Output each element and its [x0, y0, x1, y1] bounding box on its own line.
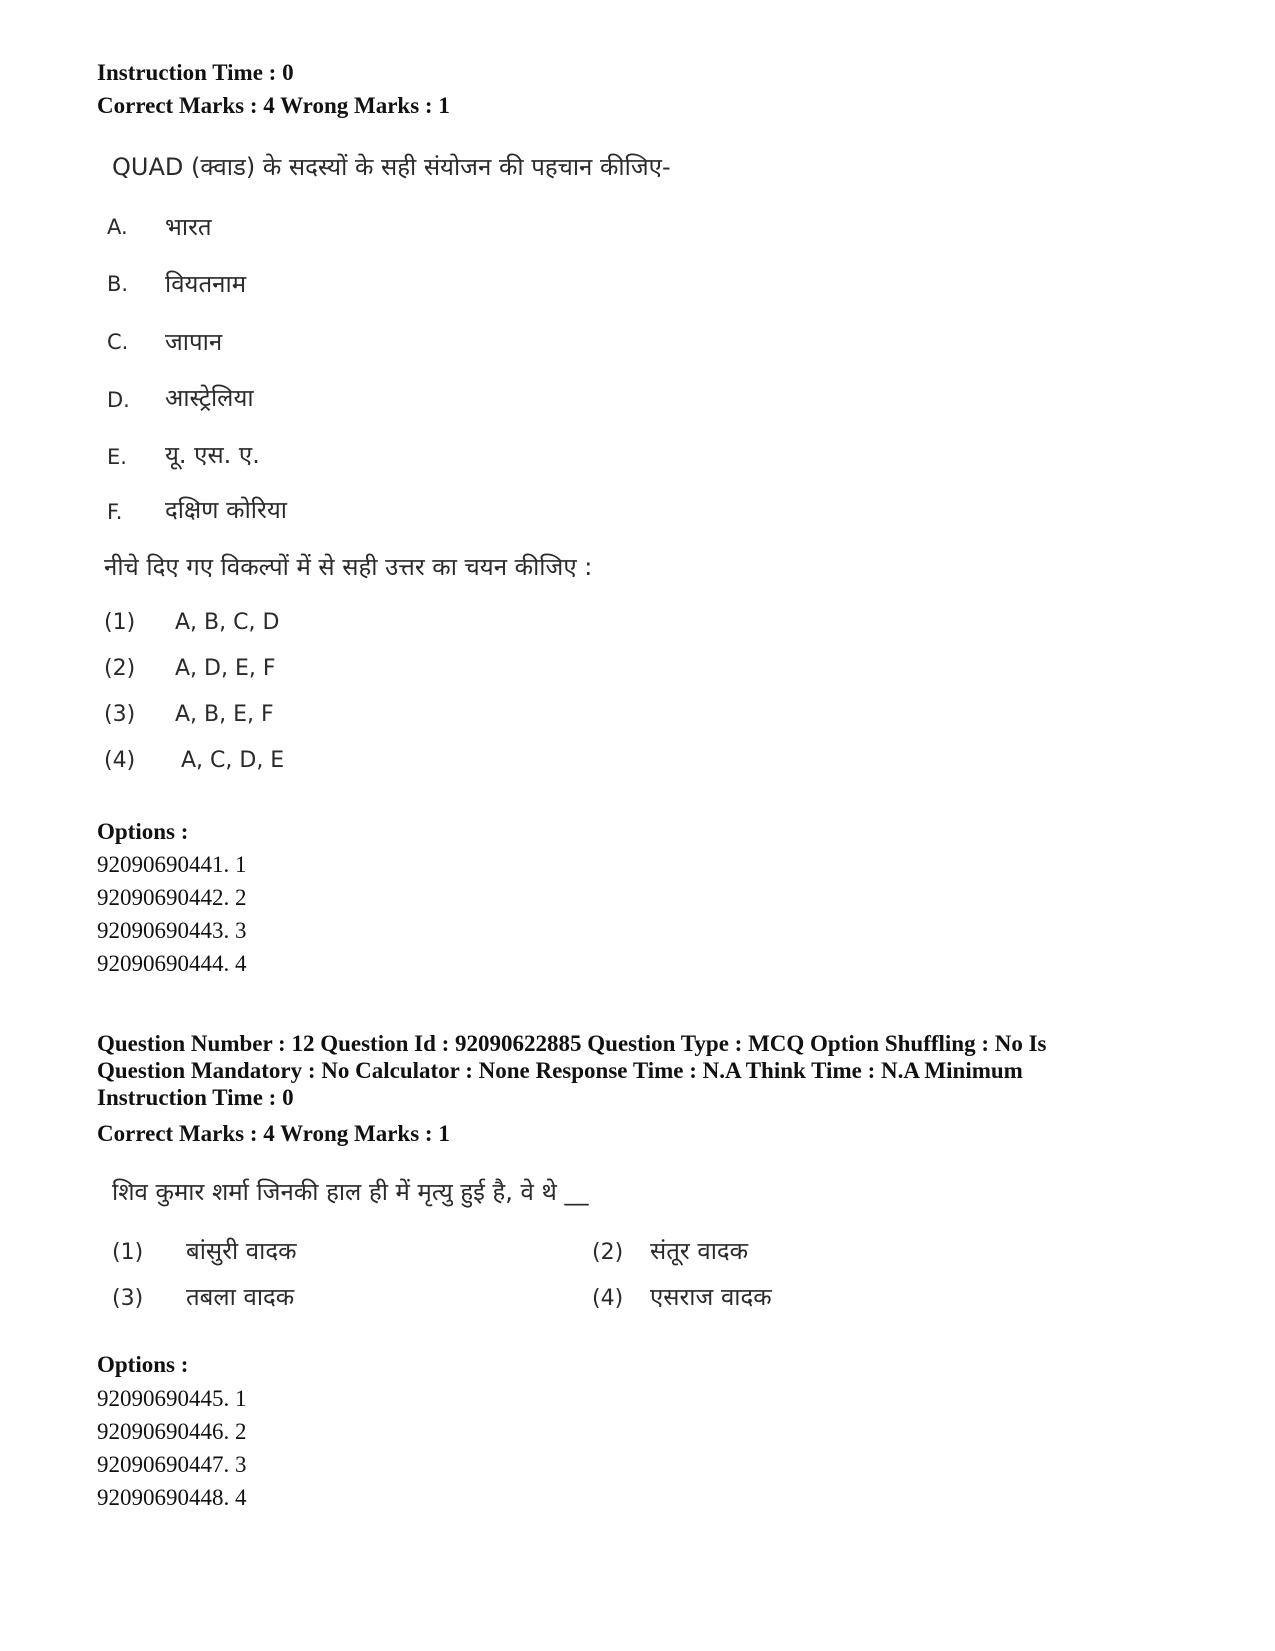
item-letter: E.	[107, 445, 127, 469]
choice-text: A, B, E, F	[175, 702, 274, 727]
choice-text: बांसुरी वादक	[186, 1237, 297, 1265]
choice-number: (4)	[104, 748, 136, 773]
q12-header	[97, 1030, 1047, 1111]
q12-header-line: Question Number : 12 Question Id : 92090622885 Question Type : MCQ Option Shuffling : No Is	[97, 1031, 1047, 1056]
item-text: भारत	[165, 213, 212, 241]
choice-number: (4)	[592, 1286, 624, 1311]
choice-number: (3)	[104, 702, 136, 727]
item-letter: D.	[107, 388, 130, 412]
q11-instruction-time: Instruction Time : 0	[97, 60, 294, 85]
option-line: 92090690442. 2	[97, 885, 247, 910]
q12-header-line: Instruction Time : 0	[97, 1085, 294, 1110]
q12-question-text: शिव कुमार शर्मा जिनकी हाल ही में मृत्यु हुई है, वे थे __	[112, 1178, 589, 1206]
choice-number: (2)	[592, 1240, 624, 1265]
item-letter: C.	[107, 330, 129, 354]
option-line: 92090690441. 1	[97, 852, 247, 877]
choice-text: तबला वादक	[186, 1283, 295, 1311]
choice-text: एसराज वादक	[650, 1283, 772, 1311]
choice-number: (1)	[104, 610, 136, 635]
item-text: जापान	[165, 328, 223, 356]
choice-text: A, B, C, D	[175, 610, 280, 635]
choice-number: (2)	[104, 656, 136, 681]
choice-text: A, D, E, F	[175, 656, 276, 681]
item-letter: F.	[107, 500, 123, 524]
q11-question-text: QUAD (क्वाड) के सदस्यों के सही संयोजन की पहचान कीजिए-	[112, 153, 671, 181]
option-line: 92090690443. 3	[97, 918, 247, 943]
q12-header-line: Question Mandatory : No Calculator : None Response Time : N.A Think Time : N.A Minimum	[97, 1058, 1023, 1083]
q11-options-label: Options :	[97, 819, 189, 844]
choice-number: (3)	[112, 1286, 144, 1311]
q12-options-label: Options :	[97, 1352, 189, 1377]
item-text: यू. एस. ए.	[165, 441, 260, 469]
option-line: 92090690446. 2	[97, 1419, 247, 1444]
q11-marks: Correct Marks : 4 Wrong Marks : 1	[97, 93, 450, 118]
option-line: 92090690445. 1	[97, 1386, 247, 1411]
item-text: दक्षिण कोरिया	[165, 496, 287, 524]
q12-options-list	[97, 1382, 247, 1514]
choice-number: (1)	[112, 1240, 144, 1265]
item-text: आस्ट्रेलिया	[165, 384, 254, 412]
choice-text: संतूर वादक	[650, 1237, 749, 1265]
q12-marks: Correct Marks : 4 Wrong Marks : 1	[97, 1121, 450, 1146]
choice-text: A, C, D, E	[181, 748, 285, 773]
item-letter: B.	[107, 272, 129, 296]
option-line: 92090690444. 4	[97, 951, 247, 976]
item-letter: A.	[107, 215, 128, 239]
q11-options-list	[97, 848, 247, 980]
q11-choice-prompt: नीचे दिए गए विकल्पों में से सही उत्तर का चयन कीजिए :	[104, 553, 593, 581]
option-line: 92090690447. 3	[97, 1452, 247, 1477]
option-line: 92090690448. 4	[97, 1485, 247, 1510]
item-text: वियतनाम	[165, 270, 247, 298]
